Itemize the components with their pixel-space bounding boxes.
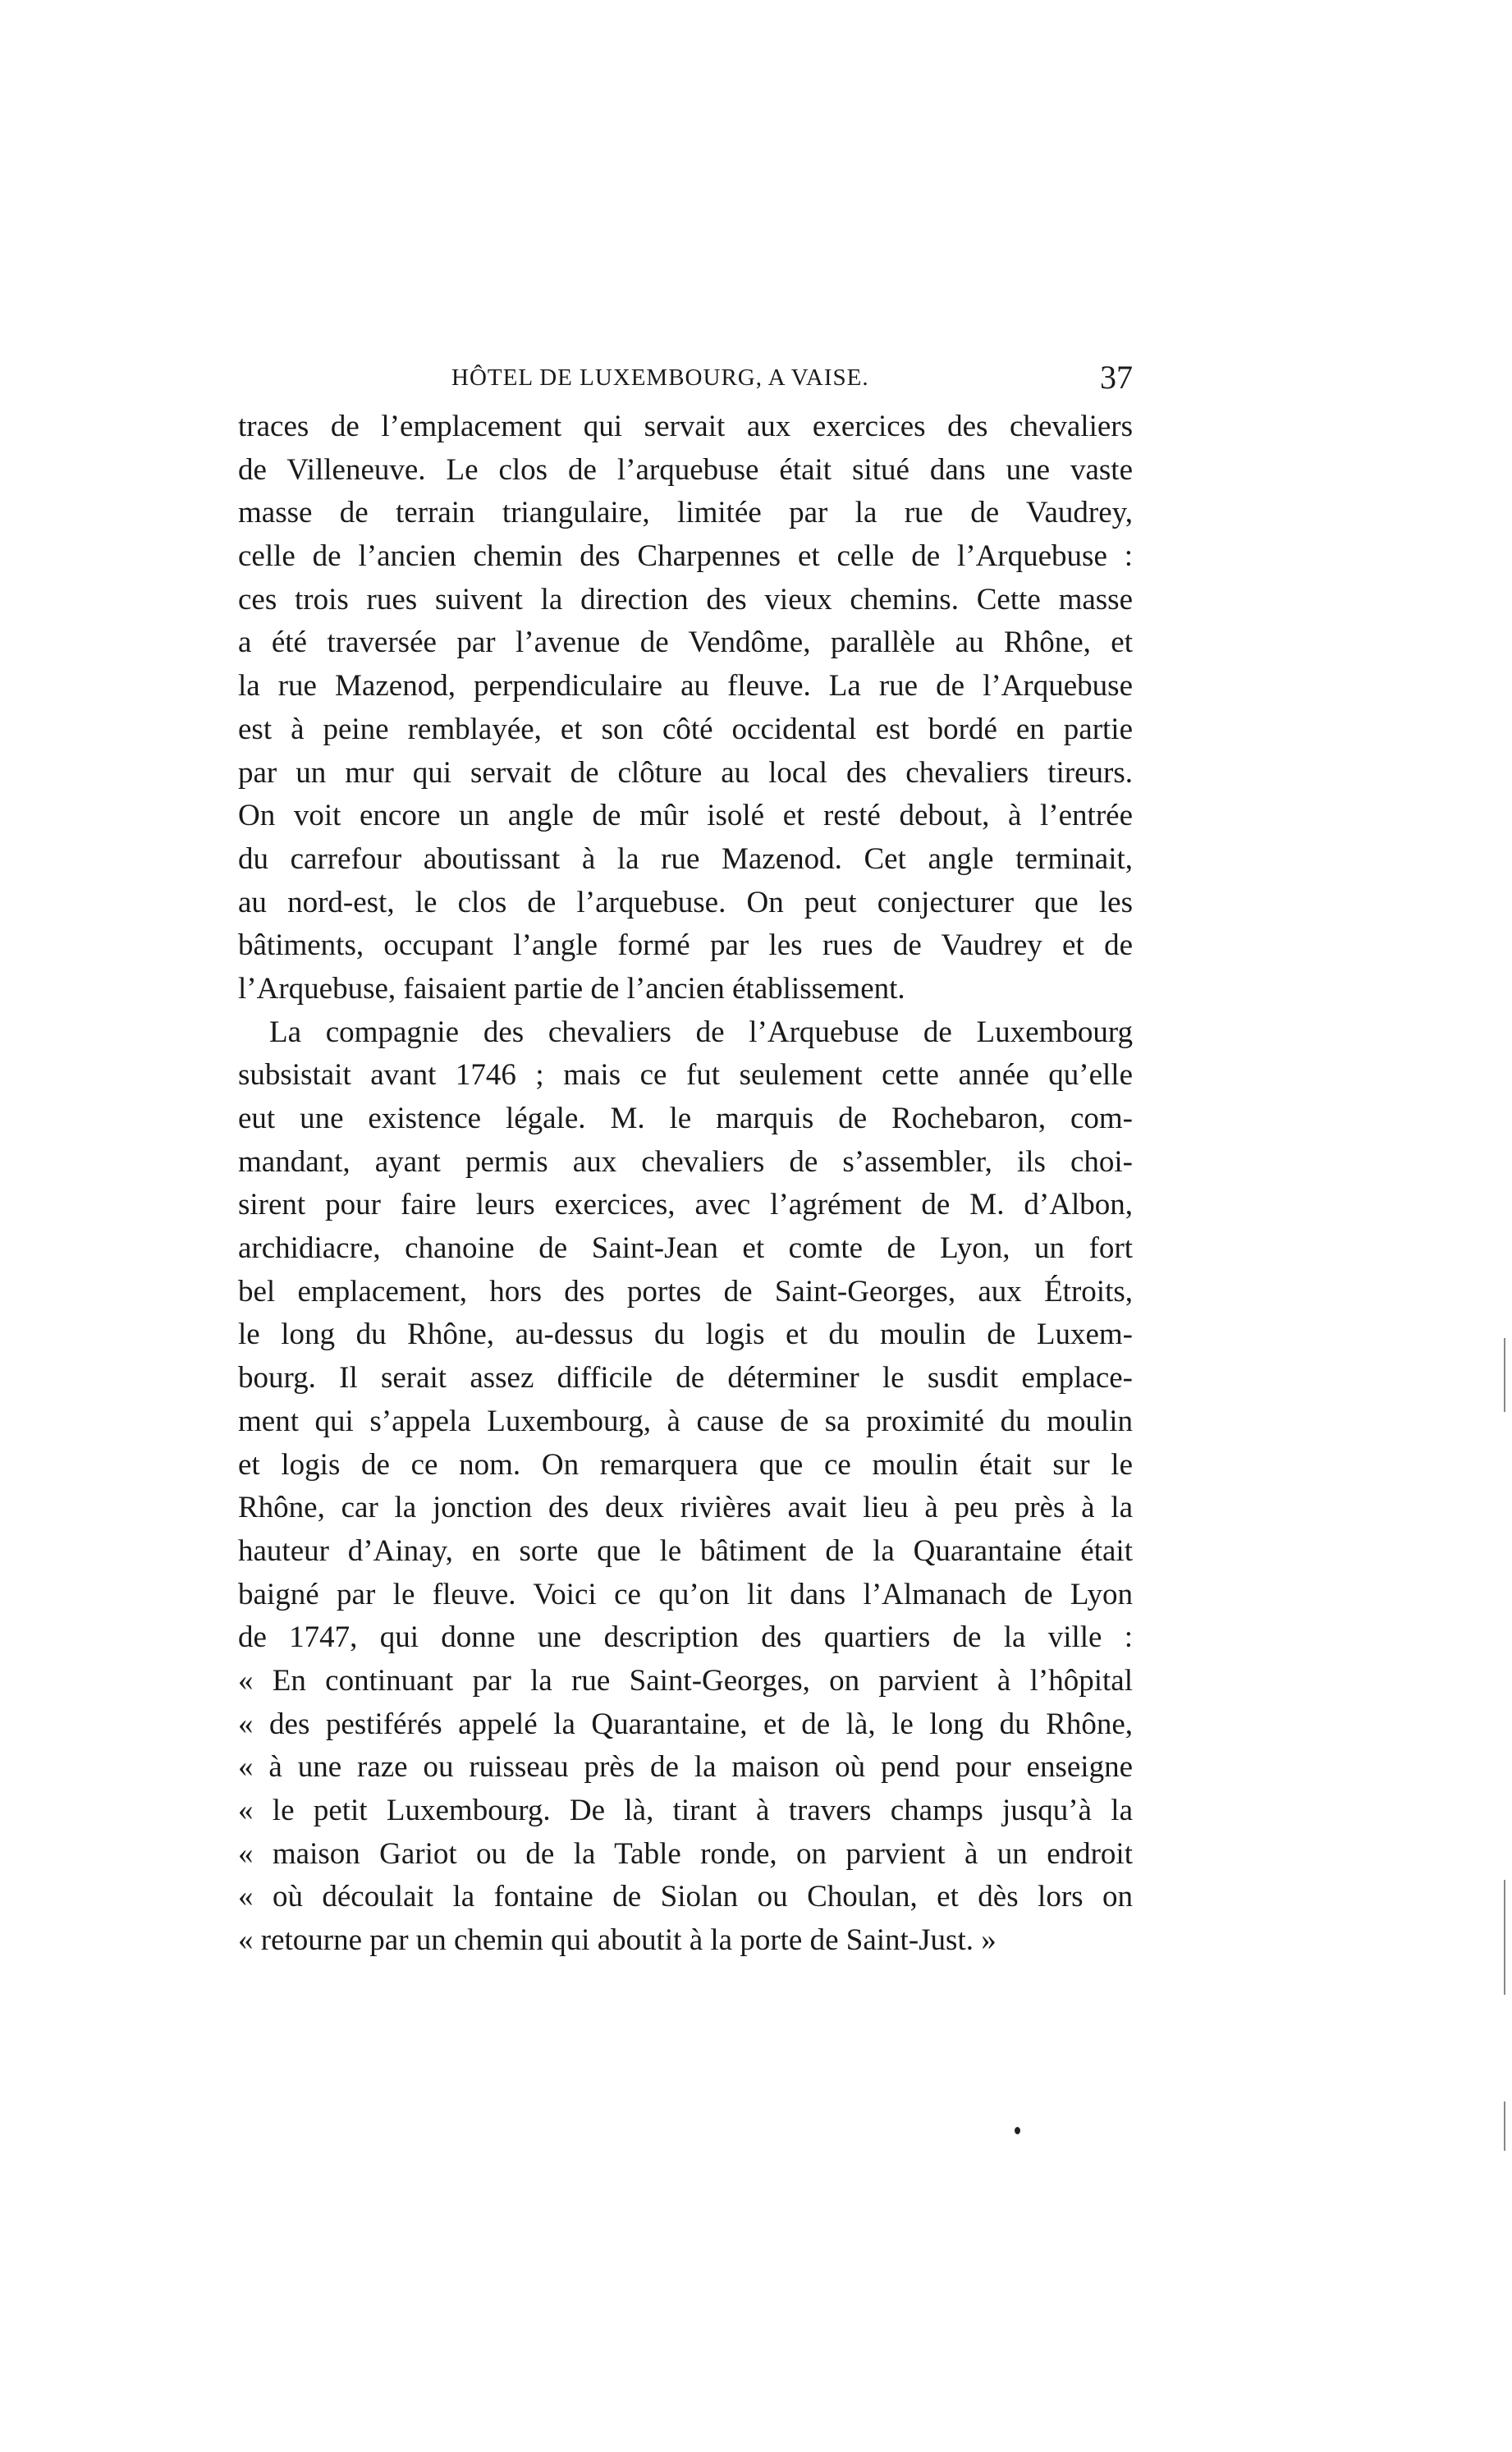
text-line: bel emplacement, hors des portes de Saint-Georges, aux Étroits,: [238, 1274, 1133, 1308]
text-line: et logis de ce nom. On remarquera que ce moulin était sur le: [238, 1447, 1133, 1482]
page-header: [238, 358, 1133, 407]
text-line: ment qui s’appela Luxembourg, à cause de sa proximité du moulin: [238, 1404, 1133, 1438]
text-line: de Villeneuve. Le clos de l’arquebuse était situé dans une vaste: [238, 452, 1133, 487]
text-line: celle de l’ancien chemin des Charpennes et celle de l’Arquebuse :: [238, 539, 1133, 574]
text-line: eut une existence légale. M. le marquis de Rochebaron, com-: [238, 1102, 1133, 1135]
quote-line: « maison Gariot ou de la Table ronde, on parvient à un endroit: [238, 1836, 1133, 1871]
page-number: 37: [1100, 359, 1133, 396]
text-line: hauteur d’Ainay, en sorte que le bâtiment de la Quarantaine était: [238, 1533, 1133, 1568]
text-line: sirent pour faire leurs exercices, avec l’agrément de M. d’Albon,: [238, 1188, 1133, 1222]
text-line: subsistait avant 1746 ; mais ce fut seulement cette année qu’elle: [238, 1058, 1133, 1093]
quote-line: « retourne par un chemin qui aboutit à la porte de Saint-Just. »: [238, 1923, 997, 1958]
text-line: de 1747, qui donne une description des quartiers de la ville :: [238, 1620, 1133, 1655]
text-line: mandant, ayant permis aux chevaliers de s’assembler, ils choi-: [238, 1144, 1133, 1179]
text-line: bourg. Il serait assez difficile de déterminer le susdit emplace-: [238, 1361, 1133, 1396]
text-line: La compagnie des chevaliers de l’Arquebuse de Luxembourg: [269, 1015, 1133, 1049]
text-line: du carrefour aboutissant à la rue Mazenod. Cet angle terminait,: [238, 841, 1133, 876]
text-line: a été traversée par l’avenue de Vendôme, parallèle au Rhône, et: [238, 626, 1133, 660]
running-head: HÔTEL DE LUXEMBOURG, A VAISE.: [451, 364, 869, 391]
text-line: l’Arquebuse, faisaient partie de l’ancien établissement.: [238, 971, 905, 1006]
text-line: le long du Rhône, au-dessus du logis et du moulin de Luxem-: [238, 1318, 1133, 1352]
text-line: traces de l’emplacement qui servait aux exercices des chevaliers: [238, 410, 1133, 443]
scan-edge-mark: [1504, 1338, 1505, 1412]
quote-line: « des pestiférés appelé la Quarantaine, et de là, le long du Rhône,: [238, 1707, 1133, 1741]
text-line: au nord-est, le clos de l’arquebuse. On peut conjecturer que les: [238, 885, 1133, 919]
quote-line: « à une raze ou ruisseau près de la maison où pend pour enseigne: [238, 1750, 1133, 1785]
text-line: Rhône, car la jonction des deux rivières avait lieu à peu près à la: [238, 1491, 1133, 1525]
text-line: ces trois rues suivent la direction des vieux chemins. Cette masse: [238, 582, 1133, 616]
text-line: archidiacre, chanoine de Saint-Jean et comte de Lyon, un fort: [238, 1231, 1133, 1266]
body-text: [238, 406, 1133, 1963]
text-line: par un mur qui servait de clôture au local des chevaliers tireurs.: [238, 755, 1133, 790]
scan-edge-mark: [1504, 1880, 1505, 1995]
text-line: masse de terrain triangulaire, limitée par la rue de Vaudrey,: [238, 496, 1133, 530]
text-line: baigné par le fleuve. Voici ce qu’on lit dans l’Almanach de Lyon: [238, 1577, 1133, 1611]
text-line: On voit encore un angle de mûr isolé et resté debout, à l’entrée: [238, 799, 1133, 833]
quote-line: « où découlait la fontaine de Siolan ou Choulan, et dès lors on: [238, 1880, 1133, 1914]
quote-line: « le petit Luxembourg. De là, tirant à travers champs jusqu’à la: [238, 1794, 1133, 1827]
scan-edge-mark: [1504, 2101, 1505, 2151]
text-line: la rue Mazenod, perpendiculaire au fleuve. La rue de l’Arquebuse: [238, 669, 1133, 704]
text-line: bâtiments, occupant l’angle formé par les rues de Vaudrey et de: [238, 928, 1133, 963]
ink-speck: [1015, 2127, 1020, 2134]
text-line: est à peine remblayée, et son côté occidental est bordé en partie: [238, 712, 1133, 746]
quote-line: « En continuant par la rue Saint-Georges, on parvient à l’hôpital: [238, 1663, 1133, 1698]
